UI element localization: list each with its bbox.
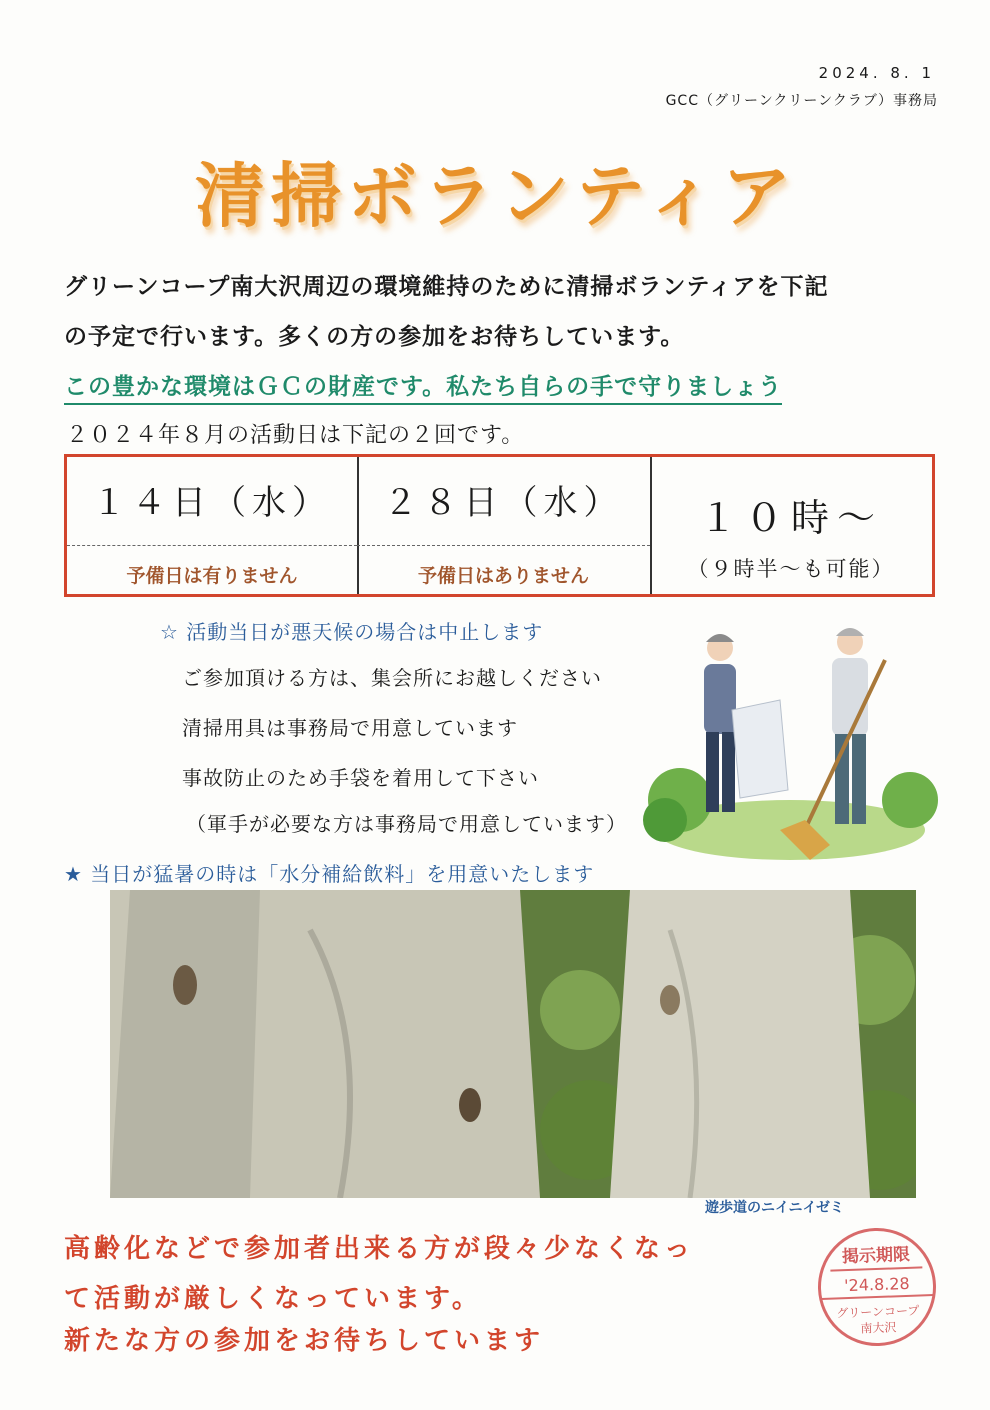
day-1-date: １４日（水） [92, 483, 332, 523]
divider [67, 545, 357, 546]
weather-note: ☆ 活動当日が悪天候の場合は中止します [160, 620, 544, 644]
schedule-intro: ２０２４年８月の活動日は下記の２回です。 [66, 423, 525, 448]
gloves-subnote: （軍手が必要な方は事務局で用意しています） [186, 812, 627, 836]
closing-line-2: て活動が厳しくなっています。 [64, 1284, 482, 1314]
stamp-date: '24.8.28 [821, 1273, 934, 1300]
stamp-place-1: グリーンコープ [836, 1303, 920, 1321]
schedule-day-1 [67, 457, 359, 594]
photo-caption: 遊歩道のニイニイゼミ [705, 1200, 845, 1216]
volunteers-cleaning-illustration [640, 620, 940, 870]
heat-note: ★ 当日が猛暑の時は「水分補給飲料」を用意いたします [64, 862, 595, 886]
day-2-spare-note: 予備日はありません [417, 565, 589, 587]
stamp-heading: 掲示期限 [829, 1239, 922, 1271]
organization-name: GCC（グリーンクリーンクラブ）事務局 [665, 93, 938, 109]
day-2-date: ２８日（水） [383, 483, 624, 523]
tree-cicada-photo [110, 890, 916, 1198]
alternate-time: （９時半～も可能） [687, 557, 895, 581]
schedule-time [650, 457, 932, 594]
posting-deadline-stamp [816, 1226, 938, 1348]
tools-note: 清掃用具は事務局で用意しています [182, 716, 518, 740]
meeting-note: ご参加頂ける方は、集会所にお越しください [182, 666, 602, 690]
gloves-note: 事故防止のため手袋を着用して下さい [182, 766, 539, 790]
schedule-day-2 [357, 457, 652, 594]
intro-line-1: グリーンコープ南大沢周辺の環境維持のために清掃ボランティアを下記 [64, 274, 829, 300]
divider [357, 545, 650, 546]
stamp-place-2: 南大沢 [860, 1320, 897, 1336]
closing-line-1: 高齢化などで参加者出来る方が段々少なくなっ [64, 1234, 695, 1264]
page-title: 清掃ボランティア [195, 155, 798, 237]
issue-date: 2024. 8. 1 [818, 64, 935, 82]
intro-line-2: の予定で行います。多くの方の参加をお待ちしています。 [64, 324, 685, 350]
closing-line-3: 新たな方の参加をお待ちしています [64, 1326, 545, 1356]
start-time: １０時～ [698, 496, 883, 540]
schedule-table [64, 454, 935, 597]
day-1-spare-note: 予備日は有りません [126, 565, 298, 587]
highlight-slogan: この豊かな環境はＧＣの財産です。私たち自らの手で守りましょう [64, 368, 782, 405]
